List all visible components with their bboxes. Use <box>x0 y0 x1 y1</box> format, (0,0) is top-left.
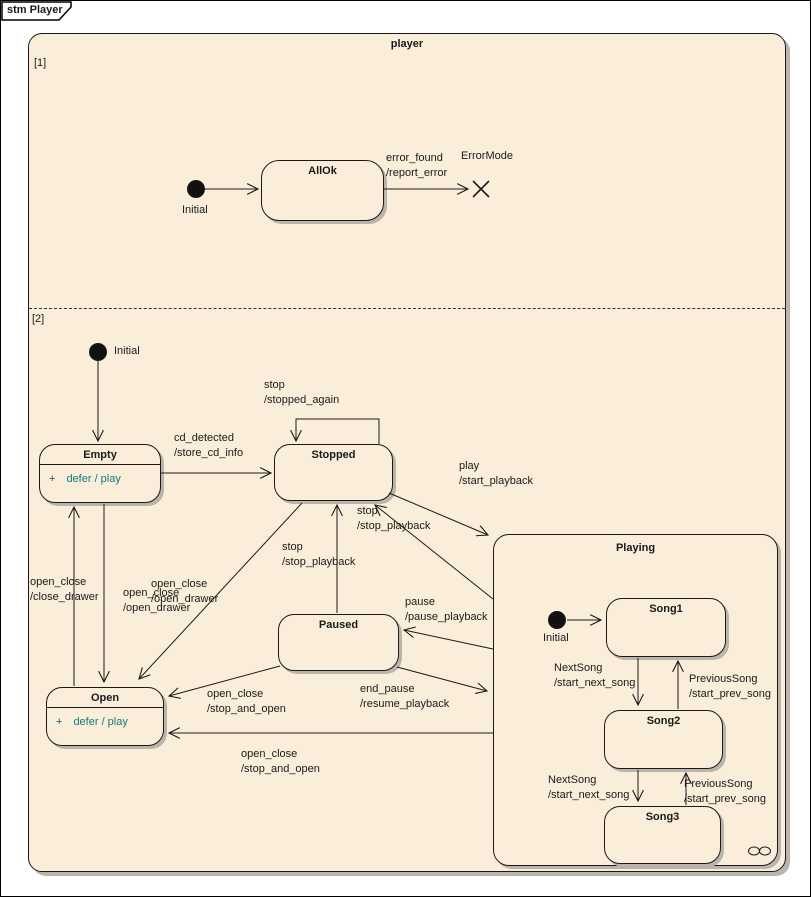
label-previous-song-1[interactable]: PreviousSong /start_prev_song <box>689 673 771 700</box>
label-end-pause[interactable]: end_pause /resume_playback <box>360 683 450 710</box>
initial-label-playing: Initial <box>543 632 569 644</box>
defer-label: defer / play <box>73 716 128 728</box>
label-stopped-again[interactable]: stop /stopped_again <box>264 379 340 406</box>
connector-layer <box>1 1 811 897</box>
initial-pseudostate-playing[interactable] <box>549 612 566 629</box>
terminate-icon[interactable] <box>473 181 489 197</box>
transition-stopped-self-loop[interactable] <box>296 419 379 444</box>
defer-label: defer / play <box>66 473 121 485</box>
state-allok-title: AllOk <box>308 165 337 177</box>
initial-pseudostate-region1[interactable] <box>188 181 205 198</box>
defer-plus: + <box>56 716 63 728</box>
state-song2-title: Song2 <box>646 715 681 727</box>
label-next-song-1[interactable]: NextSong /start_next_song <box>554 662 636 689</box>
state-song3-title: Song3 <box>645 811 680 823</box>
label-play[interactable]: play /start_playback <box>459 460 533 487</box>
region-2-label: [2] <box>32 313 45 325</box>
state-song1-title: Song1 <box>649 603 683 615</box>
transition-playing-to-paused[interactable] <box>404 630 493 649</box>
label-previous-song-2[interactable]: PreviousSong /start_prev_song <box>684 778 766 805</box>
frame-tab-label: stm Player <box>7 4 63 16</box>
label-open-from-paused[interactable]: open_close /stop_and_open <box>207 688 286 715</box>
label-pause[interactable]: pause /pause_playback <box>405 596 488 623</box>
label-open-drawer-b[interactable]: open_close /open_drawer <box>151 578 219 605</box>
state-open-title: Open <box>90 692 120 704</box>
label-error-found[interactable]: error_found /report_error <box>386 152 448 179</box>
label-stop-from-paused[interactable]: stop /stop_playback <box>282 541 356 568</box>
label-cd-detected[interactable]: cd_detected /store_cd_info <box>174 432 244 459</box>
state-playing-title: Playing <box>615 542 656 554</box>
label-stop-from-playing[interactable]: stop /stop_playback <box>357 505 431 532</box>
initial-label-region2: Initial <box>114 345 140 357</box>
label-next-song-2[interactable]: NextSong /start_next_song <box>548 774 630 801</box>
label-open-from-playing[interactable]: open_close /stop_and_open <box>241 748 320 775</box>
state-paused-title: Paused <box>318 619 359 631</box>
initial-label-region1: Initial <box>182 204 208 216</box>
state-stopped-title: Stopped <box>311 449 356 461</box>
defer-plus: + <box>49 473 56 485</box>
label-open-drawer-a[interactable]: open_close /open_drawer <box>123 587 191 614</box>
state-player-title: player <box>390 38 424 50</box>
region-1-label: [1] <box>34 57 47 69</box>
initial-pseudostate-region2[interactable] <box>90 344 107 361</box>
errormode-label: ErrorMode <box>461 150 513 162</box>
decomposition-icon <box>749 847 771 855</box>
label-close-drawer[interactable]: open_close /close_drawer <box>30 576 99 603</box>
state-empty-title: Empty <box>83 449 117 461</box>
